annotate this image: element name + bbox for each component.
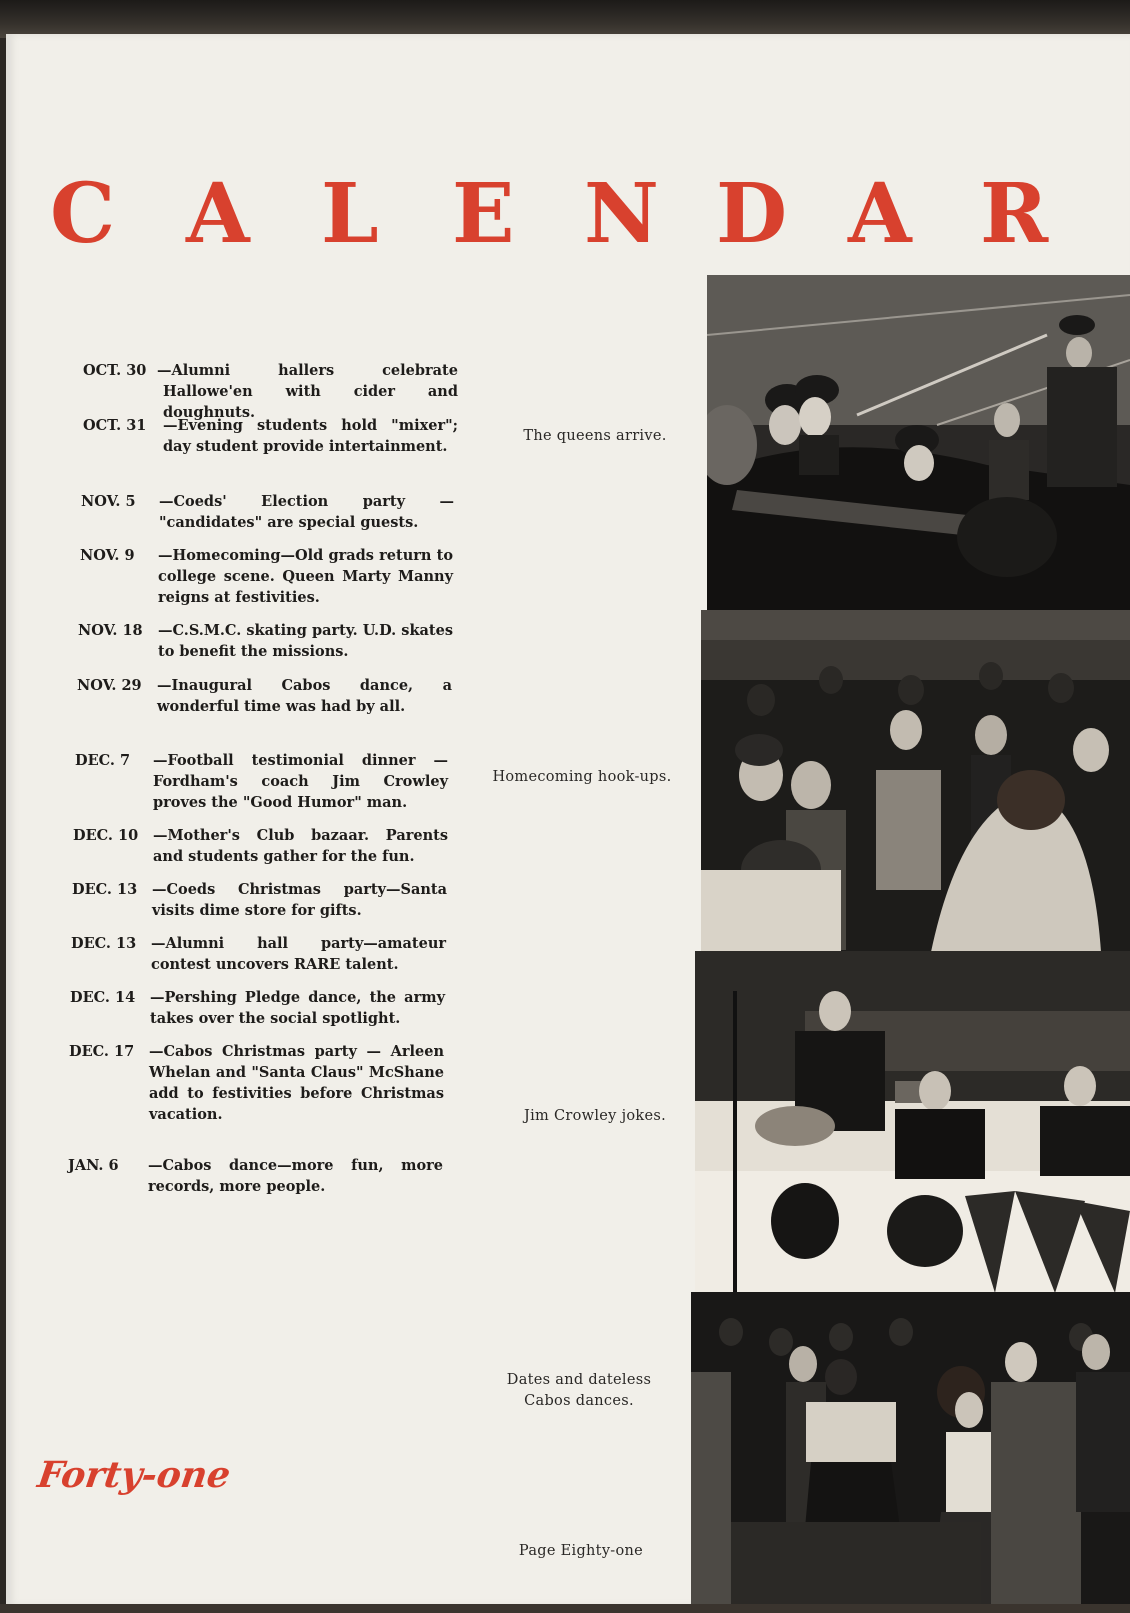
title-letter: R — [980, 166, 1049, 262]
entry-date: NOV. 29 — [77, 677, 142, 694]
entry-text: —Alumni hall party—amateur contest uncovers RARE talent. — [151, 935, 446, 973]
title-letter: A — [848, 166, 912, 262]
book-top-edge — [0, 0, 1130, 38]
title-letter: E — [452, 166, 515, 262]
entry-text-body: Mother's Club bazaar. Parents and students gather for the fun. — [153, 827, 448, 865]
dance-photo — [691, 1292, 1130, 1606]
entry-text-body: Coeds Christmas party—Santa visits dime store for gifts. — [152, 881, 447, 919]
entry-date: DEC. 14 — [70, 989, 136, 1006]
entry-date: NOV. 9 — [80, 547, 135, 564]
entry-date: OCT. 30 — [83, 362, 147, 379]
entry-text-body: Football testimonial dinner — Fordham's coach Jim Crowley proves the "Good Humor" man. — [153, 752, 448, 811]
queens-arrive-photo — [707, 275, 1130, 611]
entry-text-body: Inaugural Cabos dance, a wonderful time was had by all. — [157, 677, 452, 715]
entry-text-body: Evening students hold "mixer"; day student provide intertainment. — [163, 417, 458, 455]
entry-text: —Evening students hold "mixer"; day student provide intertainment. — [163, 417, 458, 455]
entry-text-body: C.S.M.C. skating party. U.D. skates to benefit the missions. — [158, 622, 453, 660]
entry-text-body: Pershing Pledge dance, the army takes over the social spotlight. — [150, 989, 445, 1027]
title-letter: A — [186, 166, 250, 262]
entry-date: DEC. 10 — [73, 827, 139, 844]
page-label: Page Eighty-one — [518, 1543, 644, 1559]
title-letter: N — [584, 166, 659, 262]
entry-text-body: Alumni hall party—amateur contest uncovers RARE talent. — [151, 935, 446, 973]
entry-text: —Homecoming—Old grads return to college scene. Queen Marty Manny reigns at festivities. — [158, 547, 453, 606]
entry-text-body: Homecoming—Old grads return to college scene. Queen Marty Manny reigns at festivities. — [158, 547, 453, 606]
entry-date: JAN. 6 — [68, 1157, 119, 1174]
entry-date: OCT. 31 — [83, 417, 147, 434]
book-bottom-edge — [0, 1604, 1130, 1613]
calendar-title — [6, 164, 1130, 264]
entry-text-body: Alumni hallers celebrate Hallowe'en with cider and doughnuts. — [163, 362, 458, 421]
title-letter: D — [716, 166, 788, 262]
entry-date: DEC. 13 — [71, 935, 137, 952]
page-paper — [6, 34, 1130, 1606]
entry-text: —Football testimonial dinner — Fordham's coach Jim Crowley proves the "Good Humor" man. — [153, 752, 448, 811]
entry-text: —Inaugural Cabos dance, a wonderful time was had by all. — [157, 677, 452, 715]
entry-text-body: Coeds' Election party — "candidates" are special guests. — [159, 493, 454, 531]
caption-crowley: Jim Crowley jokes. — [523, 1108, 667, 1124]
entry-text: —Pershing Pledge dance, the army takes over the social spotlight. — [150, 989, 445, 1027]
homecoming-photo — [701, 610, 1130, 952]
title-letter: L — [321, 166, 379, 262]
entry-date: DEC. 17 — [69, 1043, 135, 1060]
entry-text-body: Cabos dance—more fun, more records, more people. — [148, 1157, 443, 1195]
entry-date: DEC. 7 — [75, 752, 131, 769]
entry-text: —Cabos dance—more fun, more records, more people. — [148, 1157, 443, 1195]
entry-date: NOV. 18 — [78, 622, 143, 639]
caption-queens: The queens arrive. — [523, 428, 667, 444]
caption-dates: Dates and dateless Cabos dances. — [506, 1372, 652, 1409]
title-letter: C — [50, 166, 116, 262]
entry-date: DEC. 13 — [72, 881, 138, 898]
entry-text: —Cabos Christmas party — Arleen Whelan and "Santa Claus" McShane add to festivities before Christmas vacation. — [149, 1043, 444, 1123]
page-number-script: Forty-one — [35, 1454, 234, 1496]
entry-text: —Coeds' Election party — "candidates" are special guests. — [159, 493, 454, 531]
caption-homecoming: Homecoming hook-ups. — [492, 769, 672, 785]
entry-text-body: Cabos Christmas party — Arleen Whelan and "Santa Claus" McShane add to festivities before Christmas vacation. — [149, 1043, 444, 1123]
entry-date: NOV. 5 — [81, 493, 136, 510]
entry-text: —Coeds Christmas party—Santa visits dime store for gifts. — [152, 881, 447, 919]
entry-text: —C.S.M.C. skating party. U.D. skates to benefit the missions. — [158, 622, 453, 660]
entry-text: —Alumni hallers celebrate Hallowe'en with cider and doughnuts. — [157, 362, 458, 421]
crowley-photo — [695, 951, 1130, 1293]
entry-text: —Mother's Club bazaar. Parents and students gather for the fun. — [153, 827, 448, 865]
